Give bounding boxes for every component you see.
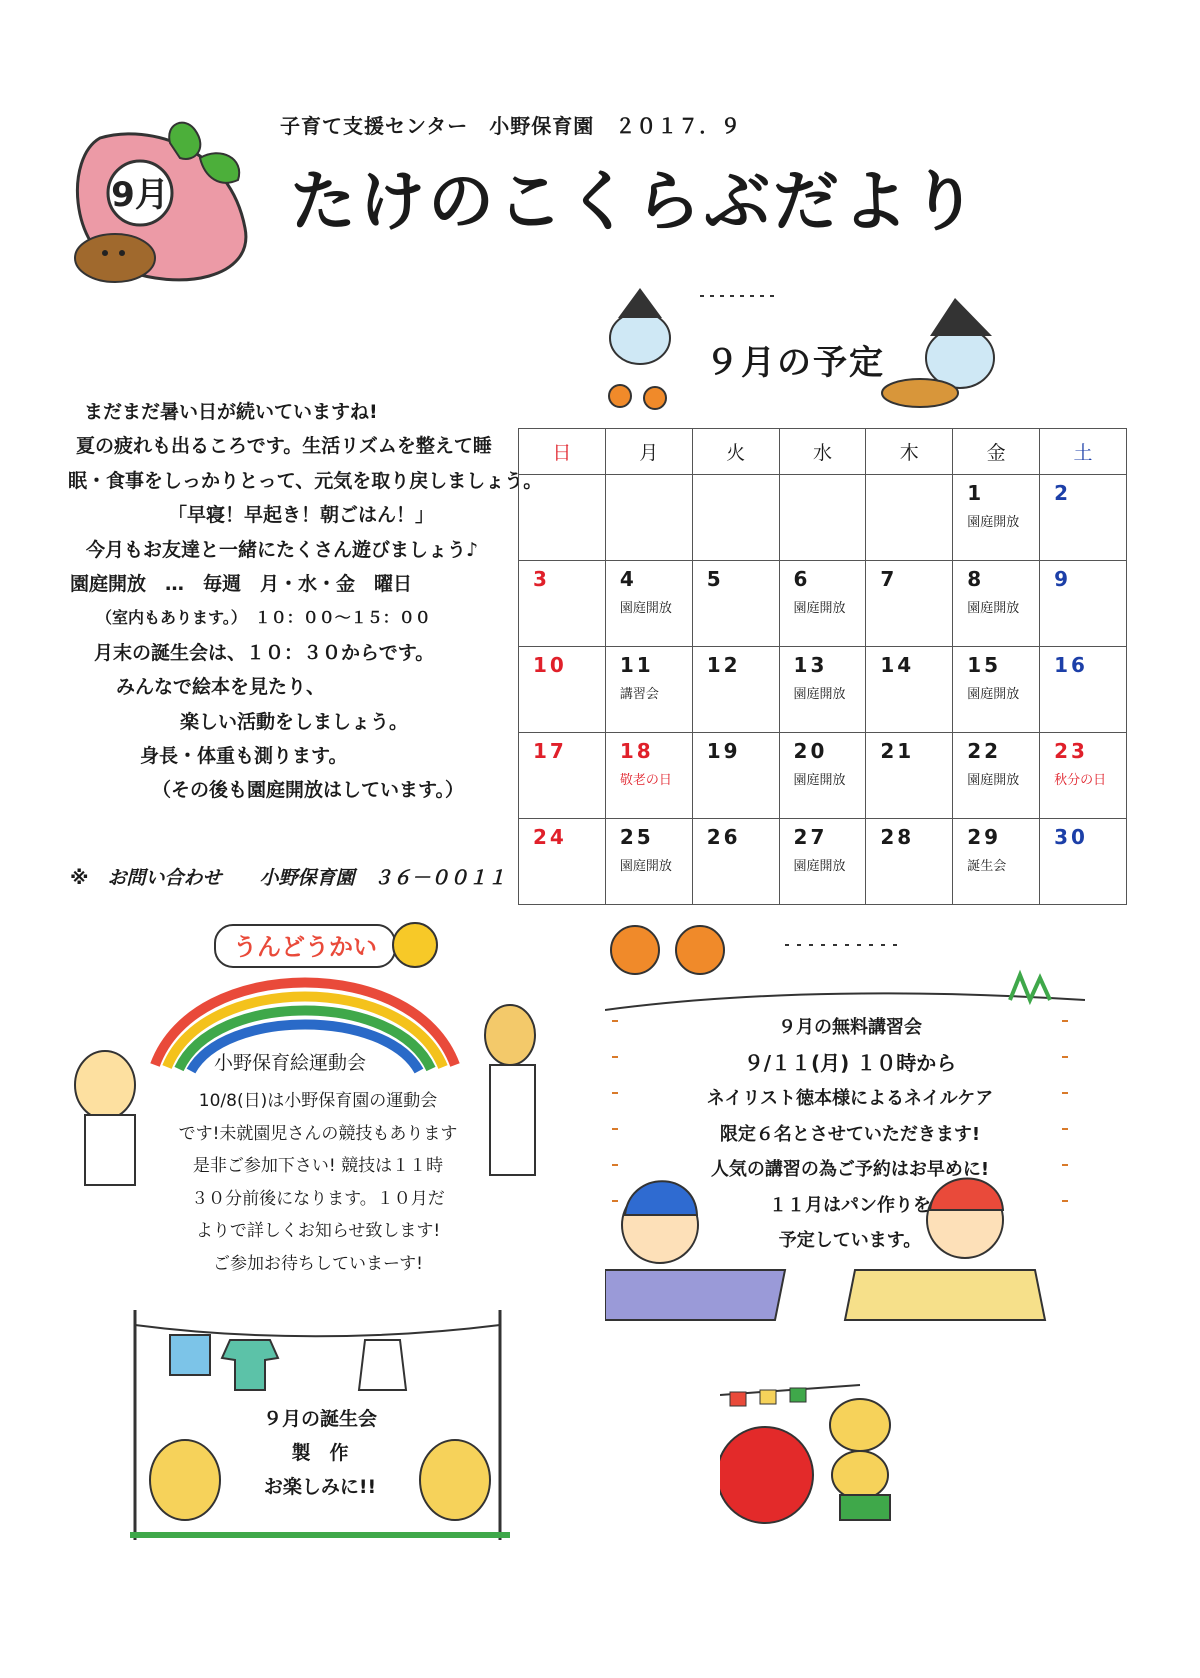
day-number: 10 xyxy=(533,653,567,677)
day-number: 18 xyxy=(619,739,654,763)
day-number: 21 xyxy=(880,739,915,763)
day-event: 園庭開放 xyxy=(967,773,1020,788)
lecture-line: 人気の講習の為ご予約はお早めに! xyxy=(710,1159,990,1180)
day-number: 17 xyxy=(533,739,567,763)
weekday-cell: 月 xyxy=(605,429,692,475)
arch-label: うんどうかい xyxy=(233,933,377,961)
calendar-day-cell xyxy=(692,475,779,561)
calendar-day-cell xyxy=(692,561,779,647)
dogs-with-ball-illustration xyxy=(720,1380,940,1530)
calendar-day-cell xyxy=(866,733,953,819)
september-calendar xyxy=(518,428,1127,905)
calendar-day-cell xyxy=(519,647,606,733)
day-number: 9 xyxy=(1054,567,1071,591)
day-event: 講習会 xyxy=(619,687,659,702)
day-number: 30 xyxy=(1054,825,1088,849)
calendar-day-cell xyxy=(866,819,953,905)
intro-line: 月末の誕生会は、１０：３０からです。 xyxy=(94,641,435,664)
calendar-day-cell xyxy=(519,561,606,647)
weekday-cell: 金 xyxy=(953,429,1040,475)
calendar-day-cell xyxy=(519,475,606,561)
sports-line: ご参加お待ちしていまーす! xyxy=(213,1253,423,1274)
day-number: 16 xyxy=(1054,653,1088,677)
calendar-day-cell xyxy=(519,733,606,819)
calendar-day-cell xyxy=(779,561,866,647)
sweet-potato-illustration xyxy=(60,118,260,298)
day-event: 園庭開放 xyxy=(967,601,1020,616)
calendar-day-cell xyxy=(692,733,779,819)
day-number: 5 xyxy=(706,567,724,591)
day-number: 28 xyxy=(880,825,915,849)
free-lecture-text xyxy=(655,1010,1045,1259)
calendar-week-row xyxy=(519,733,1127,819)
calendar-day-cell xyxy=(953,733,1040,819)
intro-line: まだまだ暑い日が続いていますね! xyxy=(84,401,378,423)
calendar-day-cell xyxy=(1040,475,1127,561)
day-event: 誕生会 xyxy=(967,859,1007,874)
calendar-week-row xyxy=(519,819,1127,905)
calendar-day-cell xyxy=(866,561,953,647)
calendar-day-cell xyxy=(1040,561,1127,647)
day-number: 20 xyxy=(793,739,828,763)
day-event: 園庭開放 xyxy=(793,601,846,616)
calendar-day-cell xyxy=(605,475,692,561)
birthday-line: 製 作 xyxy=(291,1442,349,1464)
calendar-week-row xyxy=(519,561,1127,647)
calendar-day-cell xyxy=(1040,647,1127,733)
schedule-title: ９月の予定 xyxy=(705,343,885,383)
intro-line: 楽しい活動をしましょう。 xyxy=(180,710,409,733)
center-name-line: 子育て支援センター 小野保育園 ２０１７．９ xyxy=(280,114,742,138)
day-number: 29 xyxy=(967,825,1002,849)
day-number: 24 xyxy=(533,825,567,849)
day-number: 7 xyxy=(880,567,898,591)
intro-text xyxy=(40,395,543,808)
calendar-day-cell xyxy=(779,733,866,819)
intro-line: 園庭開放 … 毎週 月・水・金 曜日 xyxy=(70,573,413,596)
contact-info: ※ お問い合わせ 小野保育園 ３６－００１１ xyxy=(70,867,507,889)
day-event: 園庭開放 xyxy=(793,687,846,702)
day-event: 園庭開放 xyxy=(619,859,672,874)
calendar-day-cell xyxy=(953,561,1040,647)
day-number: 4 xyxy=(619,567,637,591)
calendar-day-cell xyxy=(866,647,953,733)
calendar-day-cell xyxy=(1040,733,1127,819)
calendar-day-cell xyxy=(779,819,866,905)
birthday-text xyxy=(245,1402,395,1504)
day-number: 12 xyxy=(706,653,741,677)
day-event: 敬老の日 xyxy=(619,773,672,788)
sports-festival-text xyxy=(158,1085,478,1280)
day-number: 19 xyxy=(706,739,741,763)
sports-festival-title: 小野保育絵運動会 xyxy=(214,1052,367,1074)
calendar-day-cell xyxy=(692,819,779,905)
newsletter-title: たけのこくらぶだより xyxy=(290,163,980,240)
day-number: 22 xyxy=(967,739,1002,763)
calendar-day-cell xyxy=(779,475,866,561)
weekday-cell: 土 xyxy=(1040,429,1127,475)
calendar-day-cell xyxy=(605,647,692,733)
lecture-line: 限定６名とさせていただきます! xyxy=(719,1123,981,1145)
intro-line: 身長・体重も測ります。 xyxy=(140,745,348,768)
day-number: 27 xyxy=(793,825,828,849)
calendar-day-cell xyxy=(605,819,692,905)
weekday-header-row xyxy=(519,429,1127,475)
calendar-day-cell xyxy=(953,819,1040,905)
day-number: 14 xyxy=(880,653,915,677)
intro-line: 夏の疲れも出るころです。生活リズムを整えて睡 xyxy=(76,435,492,458)
day-event: 園庭開放 xyxy=(619,601,672,616)
day-event: 園庭開放 xyxy=(967,687,1020,702)
day-number: 23 xyxy=(1054,739,1088,763)
calendar-day-cell xyxy=(519,819,606,905)
day-number: 25 xyxy=(619,825,654,849)
calendar-body xyxy=(519,475,1127,905)
day-number: 6 xyxy=(793,567,811,591)
sports-line: です!未就園児さんの競技もあります xyxy=(178,1123,458,1144)
weekday-cell: 日 xyxy=(519,429,606,475)
day-number: 8 xyxy=(967,567,985,591)
intro-line: 今月もお友達と一緒にたくさん遊びましょう♪ xyxy=(86,538,479,561)
intro-line: （室内もあります。） １０：００～１５：００ xyxy=(96,608,431,628)
birthday-line: ９月の誕生会 xyxy=(262,1408,377,1430)
day-event: 園庭開放 xyxy=(793,773,846,788)
day-number: 3 xyxy=(533,567,550,591)
lecture-line: ネイリスト徳本様によるネイルケア xyxy=(706,1088,994,1109)
sports-line: 10/8(日)は小野保育園の運動会 xyxy=(198,1091,438,1111)
weekday-cell: 水 xyxy=(779,429,866,475)
calendar-day-cell xyxy=(953,647,1040,733)
calendar-day-cell xyxy=(779,647,866,733)
lecture-line: １１月はパン作りを xyxy=(769,1194,931,1216)
intro-line: 眠・食事をしっかりとって、元気を取り戻しましょう。 xyxy=(68,469,543,492)
sports-line: よりで詳しくお知らせ致します! xyxy=(195,1221,441,1241)
calendar-week-row xyxy=(519,475,1127,561)
day-number: 13 xyxy=(793,653,828,677)
day-number: 11 xyxy=(619,653,654,677)
day-number: 26 xyxy=(706,825,741,849)
lecture-line: ９/１１(月) １０時から xyxy=(743,1050,957,1075)
day-number: 15 xyxy=(967,653,1002,677)
calendar-day-cell xyxy=(605,561,692,647)
day-event: 秋分の日 xyxy=(1054,773,1107,788)
day-event: 園庭開放 xyxy=(967,515,1020,530)
weekday-cell: 木 xyxy=(866,429,953,475)
lecture-line: ９月の無料講習会 xyxy=(778,1017,922,1038)
sports-line: 是非ご参加下さい! 競技は１１時 xyxy=(192,1156,444,1176)
birthday-line: お楽しみに!! xyxy=(263,1476,377,1498)
weekday-cell: 火 xyxy=(692,429,779,475)
day-number: 2 xyxy=(1054,481,1071,505)
lecture-line: 予定しています。 xyxy=(778,1230,922,1251)
sports-line: ３０分前後になります。１０月だ xyxy=(191,1188,445,1209)
intro-line: みんなで絵本を見たり、 xyxy=(116,676,326,699)
calendar-day-cell xyxy=(953,475,1040,561)
month-badge: 9月 xyxy=(111,175,169,215)
intro-line: 「早寝！早起き！朝ごはん！」 xyxy=(168,504,435,527)
day-number: 1 xyxy=(967,481,985,505)
calendar-day-cell xyxy=(692,647,779,733)
calendar-week-row xyxy=(519,647,1127,733)
intro-line: （その後も園庭開放はしています。） xyxy=(152,779,464,802)
day-event: 園庭開放 xyxy=(793,859,846,874)
calendar-day-cell xyxy=(1040,819,1127,905)
calendar-day-cell xyxy=(866,475,953,561)
calendar-day-cell xyxy=(605,733,692,819)
